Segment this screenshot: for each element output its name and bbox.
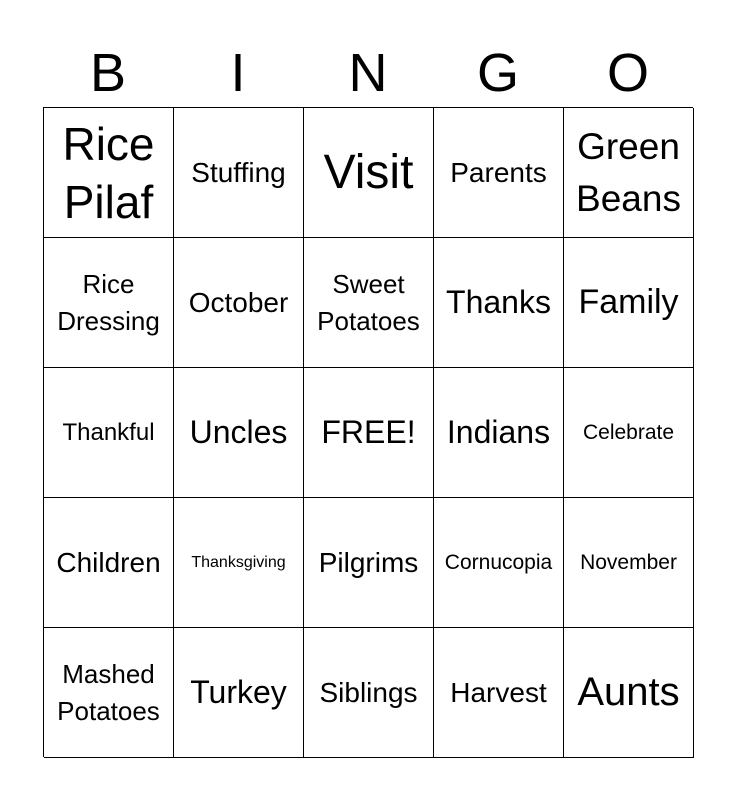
- bingo-cell-r5c1[interactable]: [44, 628, 174, 758]
- cell-label: Green Beans: [576, 125, 681, 219]
- cell-label: Stuffing: [191, 156, 286, 188]
- bingo-cell-r1c2[interactable]: [174, 108, 304, 238]
- bingo-cell-r3c5[interactable]: [564, 368, 694, 498]
- bingo-cell-r1c3[interactable]: [304, 108, 434, 238]
- cell-label: November: [580, 550, 677, 574]
- header-letter-i: I: [230, 43, 246, 103]
- bingo-cell-r2c1[interactable]: [44, 238, 174, 368]
- cell-label: Aunts: [577, 670, 680, 714]
- bingo-cell-r5c2[interactable]: [174, 628, 304, 758]
- bingo-cell-r2c2[interactable]: [174, 238, 304, 368]
- cell-label: Indians: [446, 414, 551, 450]
- cell-label: Children: [56, 546, 161, 578]
- cell-label: Parents: [450, 156, 547, 188]
- bingo-cell-r4c1[interactable]: [44, 498, 174, 628]
- cell-label: Thanks: [446, 284, 551, 320]
- cell-label: Family: [578, 283, 679, 321]
- bingo-cell-r4c3[interactable]: [304, 498, 434, 628]
- bingo-cell-r3c2[interactable]: [174, 368, 304, 498]
- cell-label: Turkey: [190, 674, 287, 710]
- bingo-cell-r3c1[interactable]: [44, 368, 174, 498]
- bingo-cell-r5c4[interactable]: [434, 628, 564, 758]
- cell-label: Harvest: [450, 676, 547, 708]
- cell-label: Mashed Potatoes: [57, 658, 160, 726]
- bingo-cell-r5c5[interactable]: [564, 628, 694, 758]
- bingo-cell-r4c2[interactable]: [174, 498, 304, 628]
- bingo-cell-r4c4[interactable]: [434, 498, 564, 628]
- cell-label: Rice Pilaf: [62, 117, 155, 228]
- cell-label: Celebrate: [582, 420, 675, 444]
- cell-label: Sweet Potatoes: [317, 268, 420, 336]
- bingo-cell-r1c4[interactable]: [434, 108, 564, 238]
- bingo-cell-r5c3[interactable]: [304, 628, 434, 758]
- header-letter-o: O: [606, 43, 649, 103]
- cell-label: Pilgrims: [318, 546, 419, 578]
- bingo-cell-r4c5[interactable]: [564, 498, 694, 628]
- bingo-cell-r2c5[interactable]: [564, 238, 694, 368]
- bingo-board: [43, 107, 693, 757]
- cell-label: Thankful: [62, 418, 155, 446]
- header-letter-b: B: [89, 43, 127, 103]
- header-letter-g: G: [476, 43, 519, 103]
- bingo-cell-r2c3[interactable]: [304, 238, 434, 368]
- bingo-header: [43, 40, 693, 106]
- cell-label: Siblings: [319, 676, 418, 708]
- cell-label: Visit: [323, 146, 414, 199]
- cell-label: October: [188, 286, 289, 318]
- bingo-cell-r1c1[interactable]: [44, 108, 174, 238]
- bingo-cell-r2c4[interactable]: [434, 238, 564, 368]
- cell-label: Rice Dressing: [57, 268, 160, 336]
- cell-label: Uncles: [189, 414, 288, 450]
- cell-label: Cornucopia: [444, 550, 553, 574]
- bingo-cell-r1c5[interactable]: [564, 108, 694, 238]
- cell-label: Thanksgiving: [191, 553, 286, 571]
- bingo-cell-r3c4[interactable]: [434, 368, 564, 498]
- bingo-cell-r3c3[interactable]: [304, 368, 434, 498]
- header-letter-n: N: [348, 43, 388, 103]
- cell-label: FREE!: [321, 414, 416, 450]
